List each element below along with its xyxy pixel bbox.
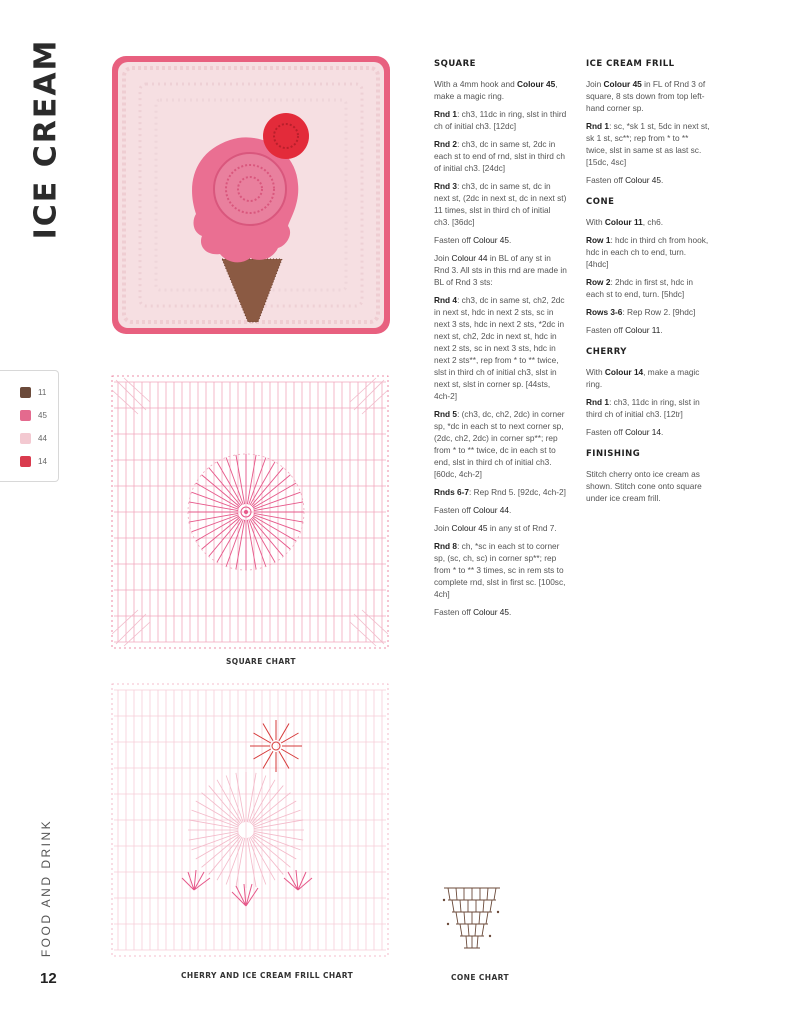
swatch-45 [20, 410, 31, 421]
right-instructions [586, 58, 710, 514]
frill-chart-label: CHERRY AND ICE CREAM FRILL CHART [181, 971, 354, 980]
section-label: FOOD AND DRINK [39, 818, 53, 958]
frill-section: ICE CREAM FRILL Join Colour 45 in FL of Rnd 3 of square, 8 sts down from top left-hand corner sp. Rnd 1: sc, *sk 1 st, 5dc in next st, sk 1 st, sc**; rep from * to ** twice, slst in same st as last sc. [15dc, 4sc] Fasten off Colour 45. [586, 59, 710, 185]
swatch-14 [20, 456, 31, 467]
legend-label: 45 [38, 411, 47, 420]
square-heading: SQUARE [434, 59, 476, 69]
swatch-44 [20, 433, 31, 444]
square-instructions: SQUARE With a 4mm hook and Colour 45, make a magic ring. Rnd 1: ch3, 11dc in ring, slst in third ch of initial ch3. [12dc] Rnd 2: ch3, dc in same st, 2dc in each st to end of rnd, slst in third ch of initial ch3. [24dc] Rnd 3: ch3, dc in same st, dc in next st, (2dc in next st, dc in next st) 11 times, slst in third ch of initial ch3. [36dc] Fasten off Colour 45. Join Colour 44 in BL of any st in Rnd 3. All sts in this rnd are made in BL of Rnd 3 sts: Rnd 4: ch3, dc in same st, ch2, 2dc in next st, hdc in next 2 sts, sc in next 3 sts, hdc in next 2 sts, *2dc in next st, ch2, 2dc in next st, hdc in next 2 sts, sc in next 3 sts, hdc in next 2 sts**, rep from * to ** twice, slst in third ch of initial ch3, slst in next st, slst in corner sp. [44sts, 4ch-2] Rnd 5: (ch3, dc, ch2, 2dc) in corner sp, *dc in each st to next corner sp, (2dc, ch2, 2dc) in corner sp**; rep from * to ** twice, dc in each st to end, slst in third ch of initial ch3. [60dc, 4ch-2] Rnds 6-7: Rep Rnd 5. [92dc, 4ch-2] Fasten off Colour 44. Join Colour 45 in any st of Rnd 7. Rnd 8: ch, *sc in each st to corner sp, (sc, ch, sc) in corner sp**; rep from * to ** 3 times, sc in rem sts to complete rnd, slst in first sc. [100sc, 4ch] Fasten off Colour 45. [434, 59, 567, 617]
square-chart-label: SQUARE CHART [226, 657, 296, 666]
page-number: 12 [40, 970, 57, 987]
finishing-section: FINISHING Stitch cherry onto ice cream as shown. Stitch cone onto square under ice cream frill. [586, 449, 702, 503]
page-title: ICE CREAM [28, 38, 64, 240]
cone-chart-label: CONE CHART [451, 973, 510, 982]
cone-chart [440, 884, 504, 956]
swatch-11 [20, 387, 31, 398]
square-chart [106, 372, 394, 652]
ice-cream-square-photo [110, 54, 392, 336]
cone-section: CONE With Colour 11, ch6. Row 1: hdc in third ch from hook, hdc in each ch to end, turn. [4hdc] Row 2: 2hdc in first st, hdc in each st to end, turn. [5hdc] Rows 3-6: Rep Row 2. [9hdc] Fasten off Colour 11. [586, 197, 709, 335]
legend-label: 11 [38, 388, 47, 397]
colour-legend [0, 370, 59, 482]
cherry-section: CHERRY With Colour 14, make a magic ring. Rnd 1: ch3, 11dc in ring, slst in third ch of initial ch3. [12tr] Fasten off Colour 14. [586, 347, 700, 437]
legend-label: 44 [38, 434, 47, 443]
cherry-frill-chart [106, 680, 394, 960]
legend-label: 14 [38, 457, 47, 466]
